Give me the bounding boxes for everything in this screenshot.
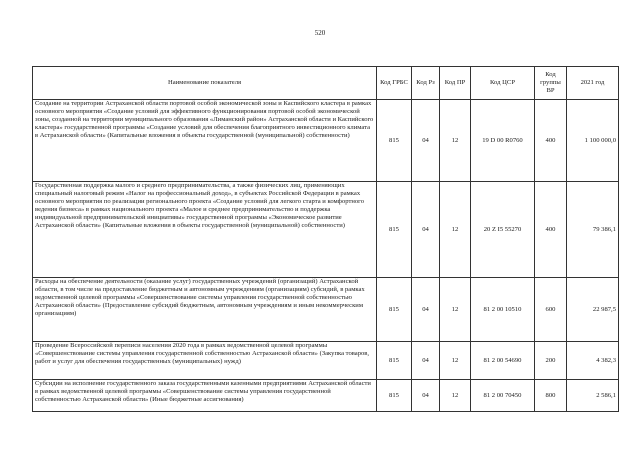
row-grbs: 815: [377, 100, 412, 182]
row-rz: 04: [412, 342, 440, 380]
row-csr: 19 D 00 R0760: [471, 100, 535, 182]
row-grbs: 815: [377, 278, 412, 342]
row-vr: 800: [535, 380, 567, 412]
header-name: Наименование показателя: [33, 67, 377, 100]
row-pr: 12: [440, 342, 471, 380]
row-vr: 400: [535, 100, 567, 182]
table-row: [33, 100, 619, 182]
table-row: [33, 380, 619, 412]
header-rz: Код Рз: [412, 67, 440, 100]
header-grbs: Код ГРБС: [377, 67, 412, 100]
row-grbs: 815: [377, 380, 412, 412]
row-rz: 04: [412, 182, 440, 278]
row-pr: 12: [440, 182, 471, 278]
row-amount: 79 386,1: [567, 182, 619, 278]
row-pr: 12: [440, 278, 471, 342]
row-name: Субсидии на исполнение государственного заказа государственными казенными предприятиями Астраханской области в рамках ведомственной целевой программы «Совершенствование системы управления государственной собственностью Астраханской области» (Иные бюджетные ассигнования): [33, 380, 377, 412]
page-number: 520: [314, 29, 326, 37]
row-grbs: 815: [377, 342, 412, 380]
row-grbs: 815: [377, 182, 412, 278]
row-amount: 2 586,1: [567, 380, 619, 412]
row-name: Государственная поддержка малого и среднего предпринимательства, а также физических лиц, применяющих специальный налоговый режим «Налог на профессиональный доход», в субъектах Российской Федерации в рамках основного мероприятия по реализации регионального проекта «Создание условий для легкого старта и комфортного ведения бизнеса» в рамках национального проекта «Малое и среднее предпринимательство и поддержка индивидуальной предпринимательской инициативы» государственной программы «Экономическое развитие Астраханской области» (Капитальные вложения в объекты государственной (муниципальной) собственности): [33, 182, 377, 278]
row-csr: 81 2 00 70450: [471, 380, 535, 412]
row-csr: 20 Z I5 55270: [471, 182, 535, 278]
row-amount: 22 987,5: [567, 278, 619, 342]
row-rz: 04: [412, 100, 440, 182]
row-csr: 81 2 00 10510: [471, 278, 535, 342]
row-pr: 12: [440, 100, 471, 182]
row-vr: 200: [535, 342, 567, 380]
header-year: 2021 год: [567, 67, 619, 100]
row-pr: 12: [440, 380, 471, 412]
table-row: [33, 182, 619, 278]
row-name: Расходы на обеспечение деятельности (оказание услуг) государственных учреждений (организаций) Астраханской области, в том числе на предоставление бюджетным и автономным учреждениям (организациям) субсидий, в рамках ведомственной целевой программы «Совершенствование системы управления государственной собственностью Астраханской области» (Предоставление субсидий бюджетным, автономным учреждениям и иным некоммерческим организациям): [33, 278, 377, 342]
row-rz: 04: [412, 380, 440, 412]
table-header-row: [33, 67, 619, 100]
table-row: [33, 278, 619, 342]
header-pr: Код ПР: [440, 67, 471, 100]
row-vr: 400: [535, 182, 567, 278]
row-name: Проведение Всероссийской переписи населения 2020 года в рамках ведомственной целевой программы «Совершенствование системы управления государственной собственностью Астраханской области» (Закупка товаров, работ и услуг для обеспечения государственных (муниципальных) нужд): [33, 342, 377, 380]
header-csr: Код ЦСР: [471, 67, 535, 100]
row-name: Создание на территории Астраханской области портовой особой экономической зоны и Каспийского кластера в рамках основного мероприятия «Создание условий для эффективного функционирования портовой особой экономической зоны, созданной на территории муниципального образования «Лиманский район» Астраханской области и Каспийского кластера» государственной программы «Создание условий для обеспечения благоприятного инвестиционного климата в Астраханской области» (Капитальные вложения в объекты государственной (муниципальной) собственности): [33, 100, 377, 182]
header-vr: Код группы ВР: [535, 67, 567, 100]
row-csr: 81 2 00 54690: [471, 342, 535, 380]
row-amount: 1 100 000,0: [567, 100, 619, 182]
budget-table: [32, 66, 619, 412]
table-row: [33, 342, 619, 380]
row-vr: 600: [535, 278, 567, 342]
row-amount: 4 382,3: [567, 342, 619, 380]
row-rz: 04: [412, 278, 440, 342]
